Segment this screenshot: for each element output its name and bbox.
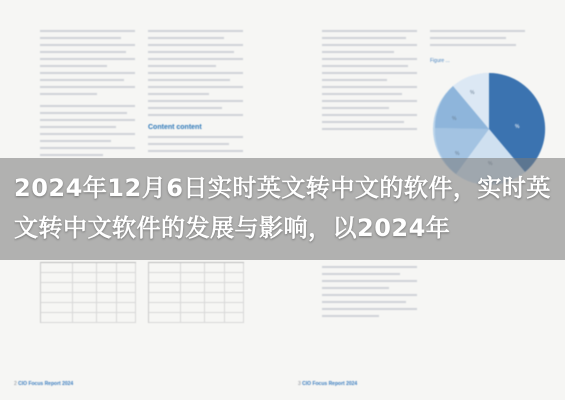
text-column-2b — [148, 136, 243, 157]
footer-page-left: 2 — [14, 381, 17, 387]
footer-right — [298, 381, 357, 387]
table-right — [148, 262, 244, 323]
text-column-3b — [322, 266, 417, 322]
text-column-2 — [148, 30, 243, 121]
footer-brand-right: CIO Focus Report 2024 — [302, 381, 358, 387]
table-left — [40, 262, 136, 323]
footer-brand-left: CIO Focus Report 2024 — [18, 381, 74, 387]
footer-page-right: 3 — [298, 381, 301, 387]
pie-label-4: % — [452, 116, 457, 122]
text-column-1 — [40, 30, 135, 161]
content-heading: Content content — [148, 124, 202, 131]
text-column-4 — [430, 30, 525, 51]
footer-left — [14, 381, 73, 387]
pie-label-3: % — [455, 151, 460, 157]
pie-label-5: % — [470, 90, 475, 96]
banner-title: 2024年12月6日实时英文转中文的软件，实时英文转中文软件的发展与影响，以2024年 — [14, 174, 551, 242]
figure-caption: Figure ... — [430, 58, 450, 64]
pie-label-1: % — [515, 124, 520, 130]
text-column-3 — [322, 30, 417, 135]
